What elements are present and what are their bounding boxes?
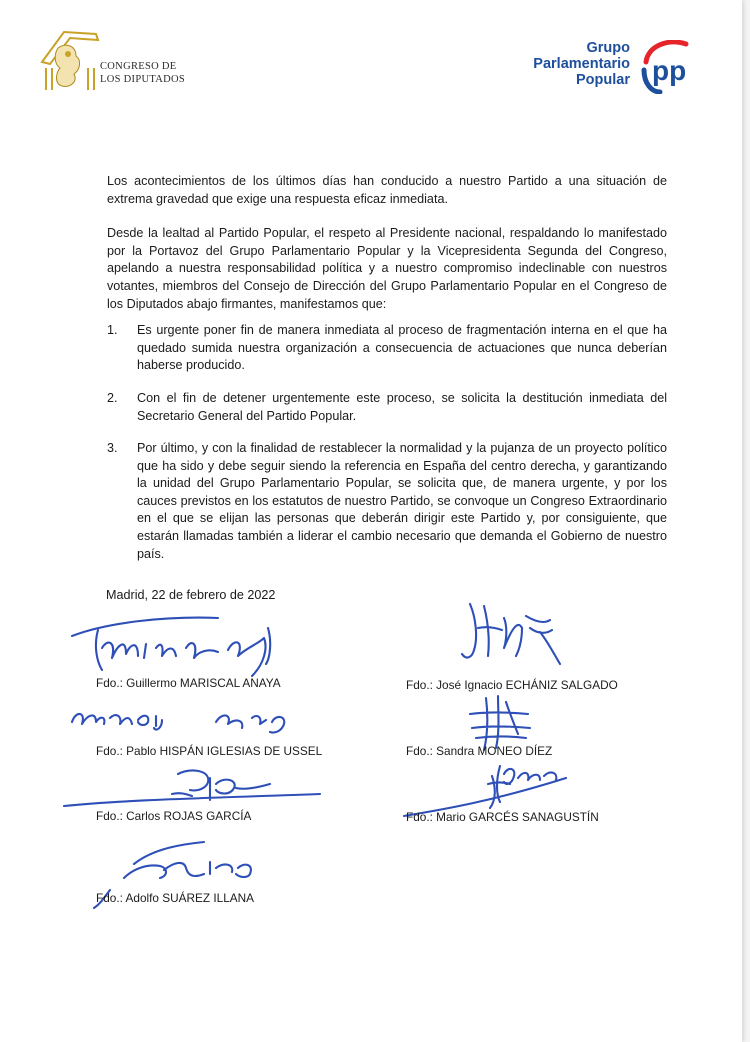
pp-group-name — [533, 40, 630, 88]
list-text: Es urgente poner fin de manera inmediata al proceso de fragmentación interna en el que ha quedado sumida nuestra organización a consecuencia de actuaciones que nunca deberían haberse producido. — [137, 323, 667, 373]
signature-label-left-4: Fdo.: Adolfo SUÁREZ ILLANA — [96, 891, 255, 905]
list-number: 3. — [107, 441, 118, 455]
signature-hispan — [66, 698, 306, 738]
list-text: Por último, y con la finalidad de restablecer la normalidad y la pujanza de un proyecto político que ha sido y debe seguir siendo la referencia en España del centro derecha, y garantizando la unidad del Grupo Parlamentario Popular, se solicita que, de manera urgente, y por los cauces previstos en los estatutos de nuestro Partido, se convoque un Congreso Extraordinario en el que se elijan las personas que deberán dirigir este Partido y, por consiguiente, que estarán llamadas también a liderar el cambio necesario que demanda el Gobierno de nuestro país. — [137, 441, 667, 561]
document-date: Madrid, 22 de febrero de 2022 — [106, 588, 276, 602]
pp-line-3: Popular — [576, 72, 630, 88]
signature-label-right-2: Fdo.: Sandra MONEO DÍEZ — [406, 744, 553, 758]
pp-logo-icon — [638, 40, 708, 94]
list-number: 2. — [107, 391, 118, 405]
signature-label-left-2: Fdo.: Pablo HISPÁN IGLESIAS DE USSEL — [96, 744, 323, 758]
signature-label-right-3: Fdo.: Mario GARCÉS SANAGUSTÍN — [406, 810, 599, 824]
intro-paragraph-2: Desde la lealtad al Partido Popular, el respeto al Presidente nacional, respaldando lo manifestado por la Portavoz del Grupo Parlamentario Popular y la Vicepresidenta Segunda del Congreso, apelando a nuestra responsabilidad política y a nuestro compromiso indeclinable con nuestros votantes, miembros del Consejo de Dirección del Grupo Parlamentario Popular en el Congreso de los Diputados abajo firmantes, manifestamos que: — [107, 226, 667, 311]
pp-line-1: Grupo — [586, 40, 630, 56]
intro-paragraph-1: Los acontecimientos de los últimos días han conducido a nuestro Partido a una situación de extrema gravedad que exige una respuesta eficaz inmediata. — [107, 174, 667, 206]
congreso-line-2: LOS DIPUTADOS — [100, 74, 186, 85]
congreso-line-1: CONGRESO DE — [100, 61, 177, 72]
congreso-name — [100, 60, 185, 86]
list-item — [107, 322, 667, 375]
signature-rojas — [60, 764, 330, 814]
signature-label-right-1: Fdo.: José Ignacio ECHÁNIZ SALGADO — [406, 678, 618, 692]
list-item — [107, 390, 667, 425]
signature-echaniz — [456, 598, 566, 668]
intro-text — [107, 173, 667, 330]
list-number: 1. — [107, 323, 118, 337]
signature-label-left-3: Fdo.: Carlos ROJAS GARCÍA — [96, 809, 252, 823]
pp-line-2: Parlamentario — [533, 56, 630, 72]
signature-label-left-1: Fdo.: Guillermo MARISCAL ANAYA — [96, 676, 281, 690]
list-item — [107, 440, 667, 563]
pp-logo-text: pp — [652, 55, 687, 86]
list-text: Con el fin de detener urgentemente este proceso, se solicita la destitución inmediata del Secretario General del Partido Popular. — [137, 391, 667, 423]
